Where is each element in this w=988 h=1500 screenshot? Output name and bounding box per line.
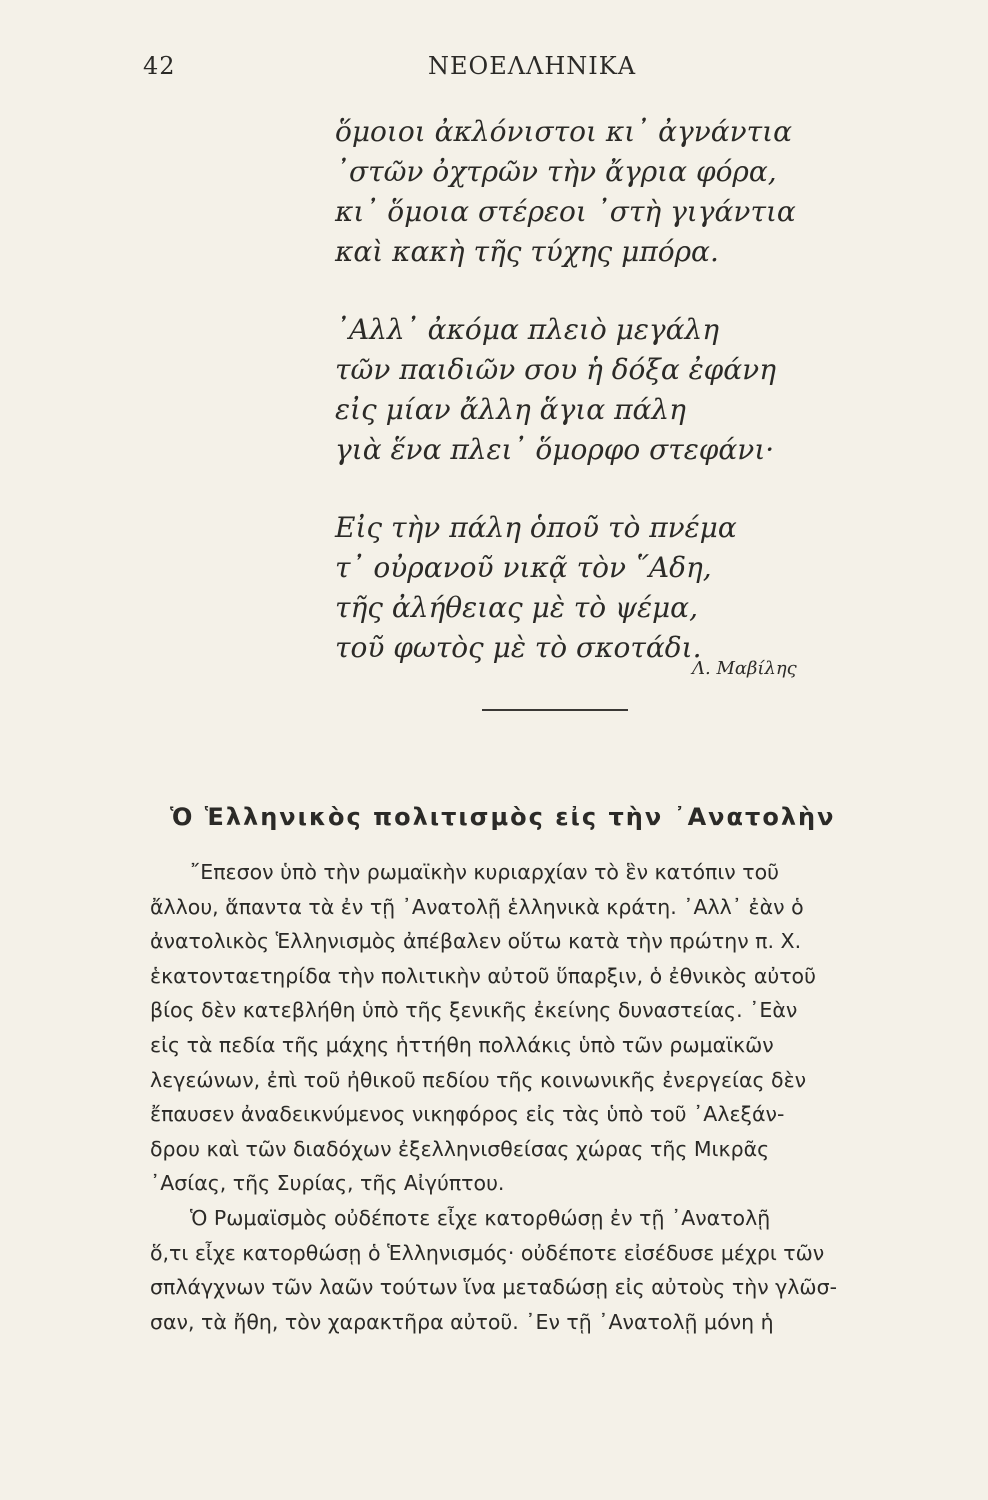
poem-stanza-3 bbox=[335, 508, 855, 668]
verse-line: εἰς μίαν ἄλλη ἅγια πάλη bbox=[335, 393, 686, 426]
text-line: σπλάγχνων τῶν λαῶν τούτων ἵνα μεταδώσῃ εἰς αὐτοὺς τὴν γλῶσ- bbox=[150, 1275, 837, 1300]
verse-line: τ᾽ οὐρανοῦ νικᾷ τὸν ῞Αδη, bbox=[335, 551, 712, 584]
section-divider bbox=[482, 709, 628, 711]
text-line: λεγεώνων, ἐπὶ τοῦ ἠθικοῦ πεδίου τῆς κοινωνικῆς ἐνεργείας δὲν bbox=[150, 1067, 807, 1092]
verse-line: τοῦ φωτὸς μὲ τὸ σκοτάδι. bbox=[335, 631, 702, 664]
text-line: σαν, τὰ ἤθη, τὸν χαρακτῆρα αὐτοῦ. ᾽Εν τῇ ᾽Ανατολῇ μόνη ἡ bbox=[150, 1309, 774, 1334]
text-line: ὅ,τι εἶχε κατορθώσῃ ὁ Ἑλληνισμός· οὐδέποτε εἰσέδυσε μέχρι τῶν bbox=[150, 1240, 825, 1265]
poem bbox=[335, 112, 855, 706]
text-line: Ὁ Ρωμαϊσμὸς οὐδέποτε εἶχε κατορθώσῃ ἐν τῇ ᾽Ανατολῇ bbox=[190, 1205, 771, 1230]
verse-line: γιὰ ἕνα πλει᾽ ὅμορφο στεφάνι· bbox=[335, 433, 775, 466]
verse-line: κι᾽ ὅμοια στέρεοι ᾽στὴ γιγάντια bbox=[335, 195, 796, 228]
page-header bbox=[0, 52, 988, 92]
poem-stanza-2 bbox=[335, 310, 855, 470]
verse-line: ᾽στῶν ὀχτρῶν τὴν ἄγρια φόρα, bbox=[335, 155, 777, 188]
verse-line: καὶ κακὴ τῆς τύχης μπόρα. bbox=[335, 235, 719, 268]
text-line: ῎Επεσον ὑπὸ τὴν ρωμαϊκὴν κυριαρχίαν τὸ ἓν κατόπιν τοῦ bbox=[190, 860, 780, 884]
verse-line: τῶν παιδιῶν σου ἡ δόξα ἐφάνη bbox=[335, 353, 776, 386]
verse-line: Εἰς τὴν πάλη ὁποῦ τὸ πνέμα bbox=[335, 511, 737, 544]
poem-signature: Λ. Μαβίλης bbox=[692, 658, 797, 679]
verse-line: ὅμοιοι ἀκλόνιστοι κι᾽ ἀγνάντια bbox=[335, 115, 793, 148]
text-line: ἑκατονταετηρίδα τὴν πολιτικὴν αὐτοῦ ὕπαρξιν, ὁ ἐθνικὸς αὐτοῦ bbox=[150, 963, 816, 988]
text-line: εἰς τὰ πεδία τῆς μάχης ἡττήθη πολλάκις ὑπὸ τῶν ρωμαϊκῶν bbox=[150, 1032, 774, 1057]
text-line: βίος δὲν κατεβλήθη ὑπὸ τῆς ξενικῆς ἐκείνης δυναστείας. ᾽Εὰν bbox=[150, 998, 798, 1023]
section-title: Ὁ Ἑλληνικὸς πολιτισμὸς εἰς τὴν ᾽Ανατολὴν bbox=[170, 803, 836, 831]
body-text bbox=[150, 855, 965, 1339]
text-line: ἄλλου, ἅπαντα τὰ ἐν τῇ ᾽Ανατολῇ ἑλληνικὰ κράτη. ᾽Αλλ᾽ ἐὰν ὁ bbox=[150, 894, 804, 919]
text-line: ἀνατολικὸς Ἑλληνισμὸς ἀπέβαλεν οὕτω κατὰ τὴν πρώτην π. Χ. bbox=[150, 929, 802, 954]
text-line: ᾽Ασίας, τῆς Συρίας, τῆς Αἰγύπτου. bbox=[150, 1171, 505, 1196]
page-number: 42 bbox=[143, 52, 176, 80]
verse-line: ᾽Αλλ᾽ ἀκόμα πλειὸ μεγάλη bbox=[335, 313, 720, 346]
poem-stanza-1 bbox=[335, 112, 855, 272]
running-title: ΝΕΟΕΛΛΗΝΙΚΑ bbox=[428, 52, 637, 80]
text-line: ἔπαυσεν ἀναδεικνύμενος νικηφόρος εἰς τὰς ὑπὸ τοῦ ᾽Αλεξάν- bbox=[150, 1102, 785, 1127]
text-line: δρου καὶ τῶν διαδόχων ἐξελληνισθείσας χώρας τῆς Μικρᾶς bbox=[150, 1136, 770, 1161]
verse-line: τῆς ἀλήθειας μὲ τὸ ψέμα, bbox=[335, 591, 698, 624]
